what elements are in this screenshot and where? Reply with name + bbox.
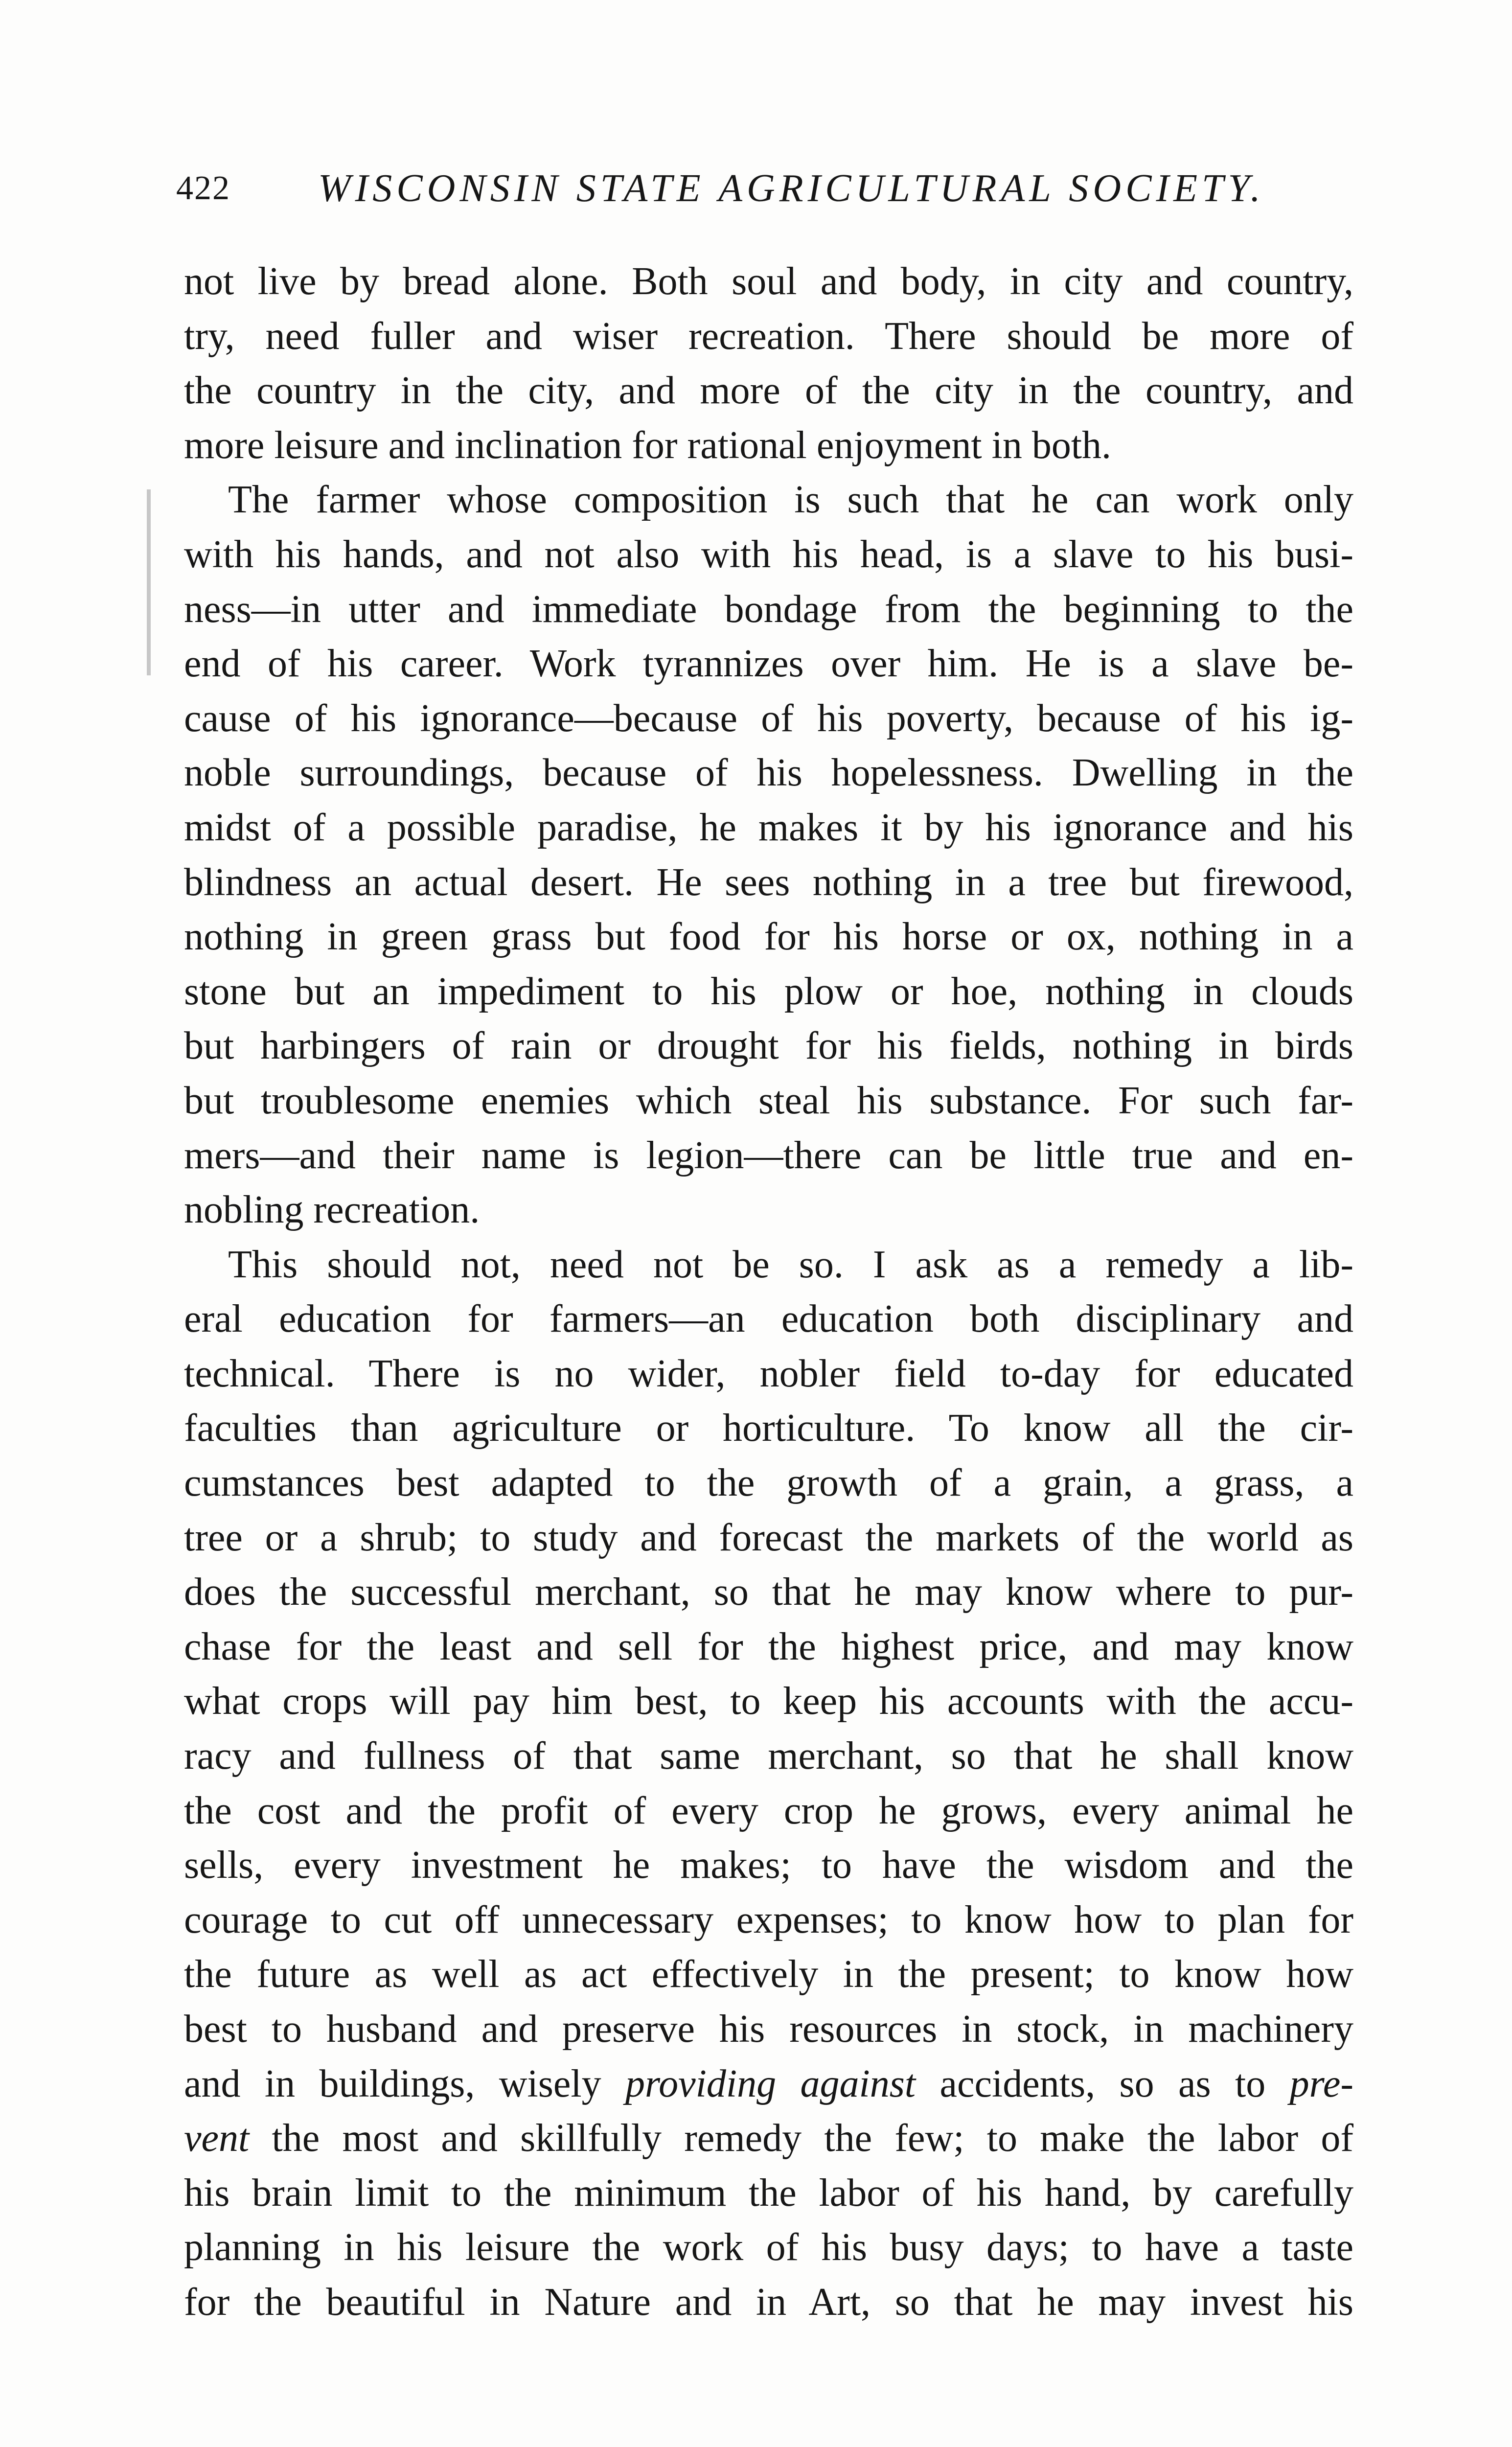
text-line: nobling recreation. [184,1188,480,1232]
text-fragment: and in buildings, wisely [184,2062,625,2105]
text-line: chase for the least and sell for the highest price, and may know [184,1625,1353,1668]
text-line: but harbingers of rain or drought for his fields, nothing in birds [184,1024,1353,1068]
text-line: eral education for farmers—an education both disciplinary and [184,1297,1353,1341]
text-line: the future as well as act effectively in the present; to know how [184,1953,1353,1996]
margin-pencil-mark [147,489,151,675]
text-line: faculties than agriculture or horticulture. To know all the cir- [184,1407,1353,1450]
paragraph-first-line: This should not, need not be so. I ask as a remedy a lib- [228,1243,1353,1286]
text-line: courage to cut off unnecessary expenses; to know how to plan for [184,1898,1353,1941]
text-line: technical. There is no wider, nobler field to-day for educated [184,1352,1353,1395]
page-number: 422 [176,169,230,207]
text-line: midst of a possible paradise, he makes it by his ignorance and his [184,806,1353,849]
text-fragment: accidents, so as to [916,2062,1290,2105]
body-text [184,254,1353,2330]
text-line: with his hands, and not also with his head, is a slave to his busi- [184,532,1353,576]
text-line: but troublesome enemies which steal his substance. For such far- [184,1079,1353,1122]
text-line: the cost and the profit of every crop he grows, every animal he [184,1789,1353,1832]
text-line: planning in his leisure the work of his busy days; to have a taste [184,2226,1353,2269]
text-line: does the successful merchant, so that he may know where to pur- [184,1570,1353,1614]
italic-fragment: providing against [625,2062,916,2105]
text-line: cumstances best adapted to the growth of a grain, a grass, a [184,1461,1353,1505]
text-line: more leisure and inclination for rational enjoyment in both. [184,423,1112,467]
text-fragment: the most and skillfully remedy the few; to make the labor of [249,2117,1353,2160]
running-head [176,162,1360,215]
paragraph-first-line: The farmer whose composition is such that he can work only [228,478,1353,522]
text-line: not live by bread alone. Both soul and body, in city and country, [184,260,1353,303]
text-line: best to husband and preserve his resources in stock, in machinery [184,2008,1353,2051]
text-line: sells, every investment he makes; to have the wisdom and the [184,1844,1353,1887]
text-line-with-emphasis [184,2111,1353,2166]
text-line: racy and fullness of that same merchant, so that he shall know [184,1734,1353,1778]
text-line: the country in the city, and more of the city in the country, and [184,369,1353,413]
text-line: tree or a shrub; to study and forecast the markets of the world as [184,1516,1353,1559]
text-line: what crops will pay him best, to keep his accounts with the accu- [184,1680,1353,1723]
italic-fragment: pre- [1289,2062,1353,2105]
text-line: ness—in utter and immediate bondage from the beginning to the [184,587,1353,631]
text-line: noble surroundings, because of his hopelessness. Dwelling in the [184,751,1353,795]
text-line: mers—and their name is legion—there can be little true and en- [184,1133,1353,1177]
text-line: for the beautiful in Nature and in Art, so that he may invest his [184,2280,1353,2324]
text-line-with-emphasis [184,2057,1353,2112]
running-title: WISCONSIN STATE AGRICULTURAL SOCIETY. [318,167,1265,210]
text-line: end of his career. Work tyrannizes over him. He is a slave be- [184,642,1353,686]
text-line: cause of his ignorance—because of his poverty, because of his ig- [184,696,1353,740]
text-line: stone but an impediment to his plow or hoe, nothing in clouds [184,970,1353,1013]
italic-fragment: vent [184,2117,250,2160]
text-line: try, need fuller and wiser recreation. There should be more of [184,314,1353,358]
text-line: nothing in green grass but food for his horse or ox, nothing in a [184,915,1353,959]
text-line: blindness an actual desert. He sees nothing in a tree but firewood, [184,860,1353,904]
text-line: his brain limit to the minimum the labor of his hand, by carefully [184,2171,1353,2215]
